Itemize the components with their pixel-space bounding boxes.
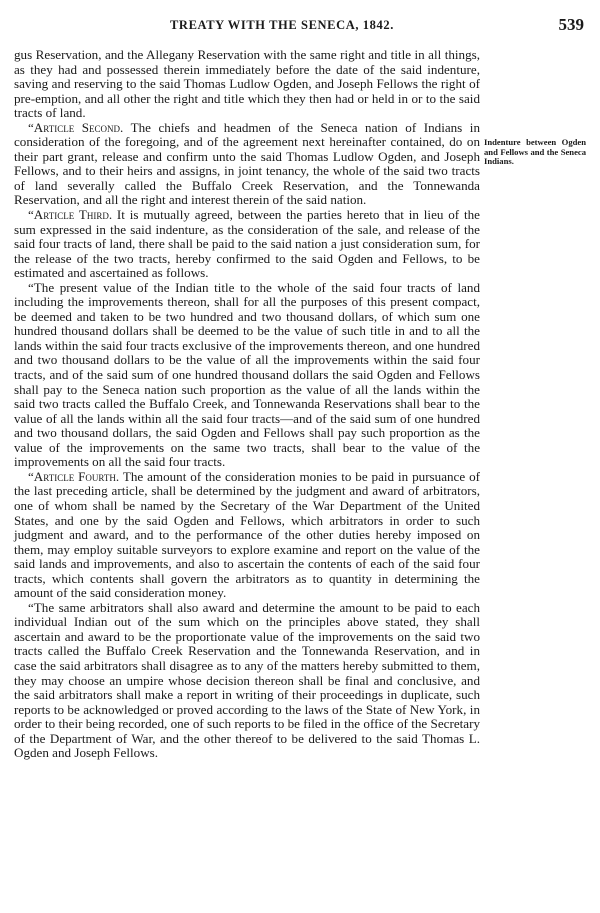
paragraph-text: The amount of the consideration monies to be paid in pursuance of the last preceding article, shall be determined by the judgment and award of arbitrators, one of whom shall be named by the Secretary of the War Department of the United States, and one by the said Ogden and Fellows, which arbitrators in order to such judgment and award, and to the performance of the other duties hereby imposed on them, may employ suitable surveyors to explore examine and report on the value of the said lands and improvements, and also to ascertain the contents of each of the said four tracts, which contents shall govern the arbitrators as to quantity in determining the amount of the said consideration money.	[14, 468, 480, 601]
page-number: 539	[558, 15, 584, 34]
paragraph	[14, 470, 480, 601]
page-title: TREATY WITH THE SENECA, 1842.	[170, 18, 394, 32]
paragraph	[14, 48, 480, 121]
paragraph-text: It is mutually agreed, between the parties hereto that in lieu of the sum expressed in the said indenture, as the consideration of the sale, and release of the said four tracts of land, there shall be paid to the said nation a just consideration sum, for the release of the two tracts, hereby confirmed to the said Ogden and Fellows, to be estimated and ascertained as follows.	[14, 207, 480, 281]
article-heading: “Article Third.	[28, 207, 113, 223]
paragraph	[14, 601, 480, 761]
paragraph-text: “The present value of the Indian title to the whole of the said four tracts of land including the improvements thereon, shall for all the purposes of this present compact, be deemed and taken to be two hundred and two thousand dollars, of which sum one hundred thousand dollars shall be deemed to be the value of such title in and to all the lands within the said four tracts exclusive of the improvements thereon, and one hundred and two thousand dollars to be the value of all the improvements within the said four tracts, and of the said sum of one hundred thousand dollars the said Ogden and Fellows shall pay to the Seneca nation such proportion as the value of all the lands within the said two tracts called the Buffalo Creek, and Tonnewanda Reservations shall bear to the value of all the lands within all the said four tracts—and of the said sum of one hundred and two thousand dollars, the said Ogden and Fellows shall pay such proportion as the value of the improvements on the same two tracts, shall bear to the value of the improvements on all the said four tracts.	[14, 279, 480, 470]
paragraph	[14, 121, 480, 208]
article-heading: “Article Fourth.	[28, 468, 120, 484]
running-header	[0, 15, 600, 38]
paragraph-text: “The same arbitrators shall also award and determine the amount to be paid to each individual Indian out of the sum which on the principles above stated, they shall ascertain and award to be the proportionate value of the improvements on the said two tracts called the Buffalo Creek Reservation and the Tonnewanda Reservation, and in case the said arbitrators shall disagree as to any of the matters hereby submitted to them, they may choose an umpire whose decision thereon shall be final and conclusive, and the said arbitrators shall make a report in writing of their proceedings in duplicate, such reports to be acknowledged or proved according to the laws of the State of New York, in order to their being recorded, one of such reports to be filed in the office of the Secretary of the Department of War, and the other thereof to be delivered to the said Thomas L. Ogden and Joseph Fellows.	[14, 599, 480, 761]
paragraph	[14, 208, 480, 281]
article-heading: “Article Second.	[28, 119, 124, 135]
body-text	[14, 48, 480, 761]
paragraph-text: The chiefs and headmen of the Seneca nation of Indians in consideration of the foregoing, and of the agreement next hereinafter contained, do on their part grant, release and confirm unto the said Thomas Ludlow Ogden, and Joseph Fellows, and to their heirs and assigns, in joint tenancy, the whole of the said two tracts of land severally called the Buffalo Creek Reservation, and the Tonnewanda Reservation, and all the right and interest therein of the said nation.	[14, 119, 480, 208]
paragraph-text: gus Reservation, and the Allegany Reservation with the same right and title in all things, as they had and possessed therein immediately before the date of the said indenture, saving and reserving to the said Thomas Ludlow Ogden, and Joseph Fellows the right of pre-emption, and all other the right and title which they then had or held in or to the said tracts of land.	[14, 47, 480, 121]
paragraph	[14, 281, 480, 470]
margin-note: Indenture between Ogden and Fellows and the Seneca Indians.	[484, 137, 586, 167]
